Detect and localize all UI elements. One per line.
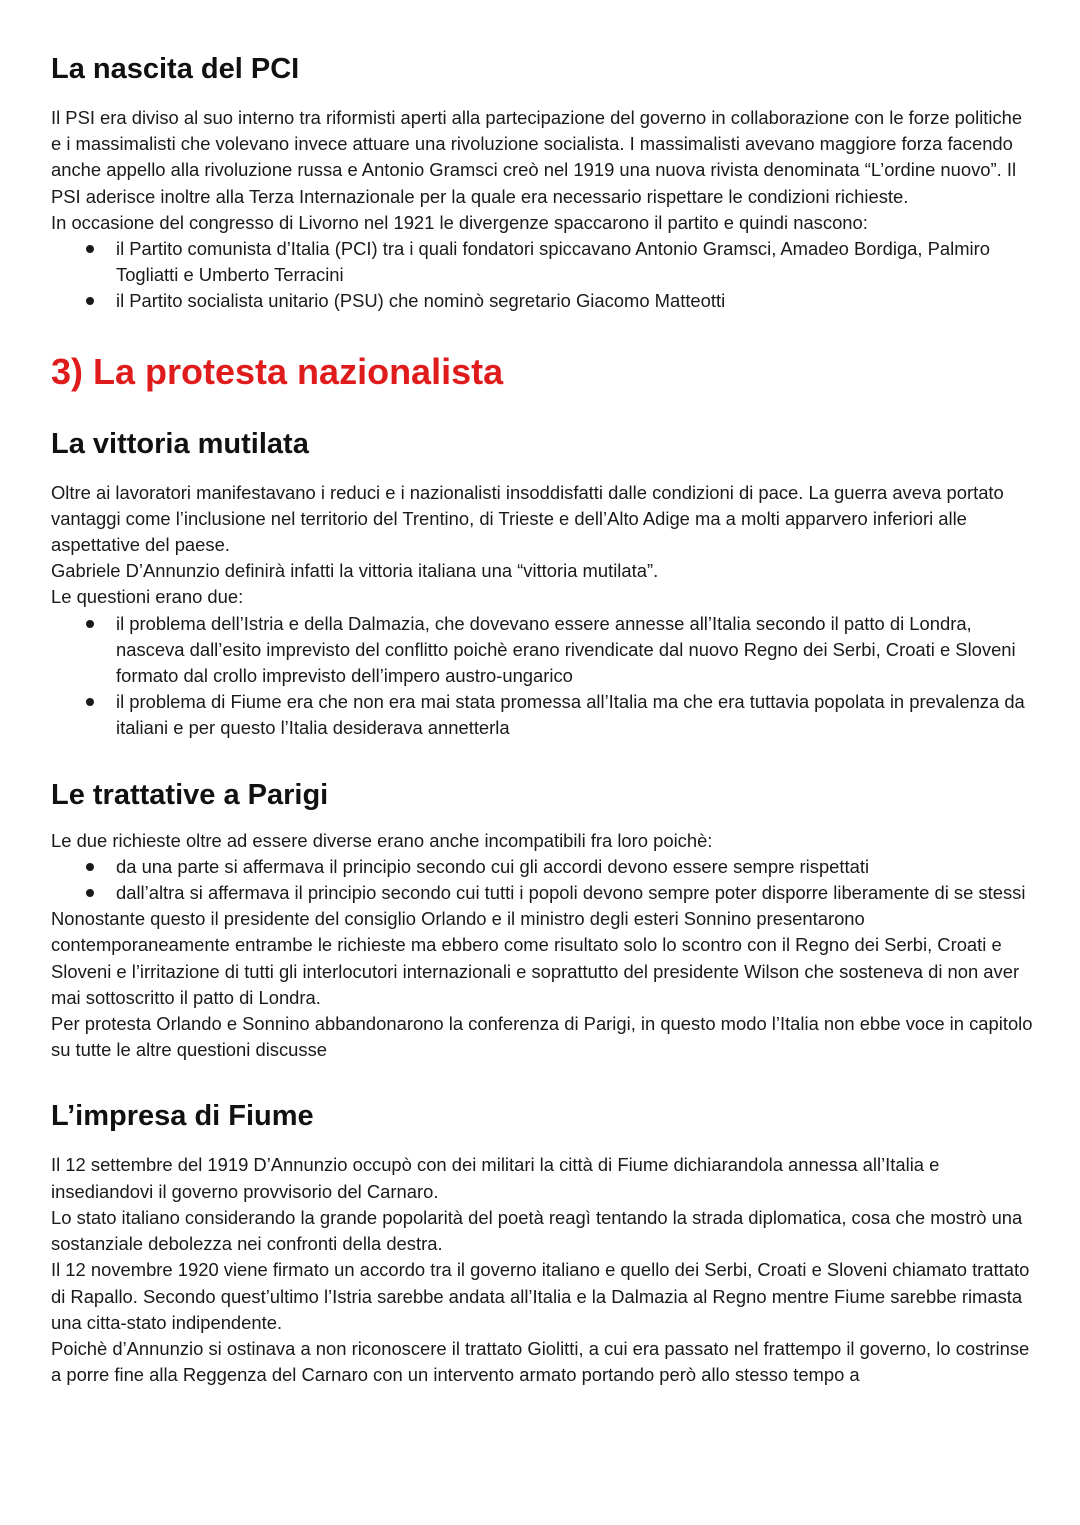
heading-impresa-fiume: L’impresa di Fiume	[51, 1100, 314, 1133]
bullet-list-parigi	[51, 854, 1036, 906]
list-item: il Partito comunista d’Italia (PCI) tra i quali fondatori spiccavano Antonio Gramsci, Amadeo Bordiga, Palmiro Togliatti e Umberto Terracini	[51, 236, 1036, 288]
paragraph-fiume-2: Lo stato italiano considerando la grande popolarità del poetà reagì tentando la strada diplomatica, cosa che mostrò una sostanziale debolezza nei confronti della destra.	[51, 1206, 1023, 1255]
paragraph-fiume-3: Il 12 novembre 1920 viene firmato un accordo tra il governo italiano e quello dei Serbi, Croati e Sloveni chiamato trattato di Rapallo. Secondo quest’ultimo l’Istria sarebbe andata all’Italia e la Dalmazia al Regno mentre Fiume sarebbe rimasta una citta-stato indipendente.	[51, 1259, 1030, 1333]
list-item: da una parte si affermava il principio secondo cui gli accordi devono essere sempre rispettati	[51, 854, 1036, 880]
bullet-icon	[86, 889, 94, 897]
paragraph-vittoria-1: Oltre ai lavoratori manifestavano i reduci e i nazionalisti insoddisfatti dalle condizioni di pace. La guerra aveva portato vantaggi come l’inclusione nel territorio del Trentino, di Trieste e dell’Alto Adige ma a molti apparvero inferiori alle aspettative del paese.	[51, 481, 1004, 556]
paragraph-pci-1: Il PSI era diviso al suo interno tra riformisti aperti alla partecipazione del governo in collaborazione con le forze politiche e i massimalisti che volevano invece attuare una rivoluzione socialista. I massimalisti avevano maggiore forza facendo anche appello alla rivoluzione russa e Antonio Gramsci creò nel 1919 una nuova rivista denominata “L’ordine nuovo”. Il PSI aderisce inoltre alla Terza Internazionale per la quale era necessario rispettare le condizioni richieste.	[51, 107, 1023, 207]
list-item: il Partito socialista unitario (PSU) che nominò segretario Giacomo Matteotti	[51, 288, 1036, 314]
bullet-list-pci	[51, 236, 1036, 315]
paragraph-parigi-1: Le due richieste oltre ad essere diverse erano anche incompatibili fra loro poichè:	[51, 829, 713, 851]
heading-nascita-pci: La nascita del PCI	[51, 53, 300, 85]
heading-vittoria-mutilata: La vittoria mutilata	[51, 427, 309, 460]
paragraph-fiume-4: Poichè d’Annunzio si ostinava a non riconoscere il trattato Giolitti, a cui era passato nel frattempo il governo, lo costrinse a porre fine alla Reggenza del Carnaro con un intervento armato portando però allo stesso tempo a	[51, 1337, 1030, 1386]
paragraph-parigi-2: Nonostante questo il presidente del consiglio Orlando e il ministro degli esteri Sonnino presentarono contemporaneamente entrambe le richieste ma ebbero come risultato solo lo scontro con il Regno dei Serbi, Croati e Sloveni e l’irritazione di tutti gli interlocutori internazionali e soprattutto del presidente Wilson che sosteneva di non aver mai sottoscritto il patto di Londra.	[51, 908, 1020, 1008]
bullet-icon	[86, 297, 94, 305]
bullet-list-vittoria	[51, 611, 1036, 742]
paragraph-vittoria-2: Gabriele D’Annunzio definirà infatti la vittoria italiana una “vittoria mutilata”.	[51, 560, 659, 582]
bullet-icon	[86, 863, 94, 871]
paragraph-parigi-3: Per protesta Orlando e Sonnino abbandonarono la conferenza di Parigi, in questo modo l’Italia non ebbe voce in capitolo su tutte le altre questioni discusse	[51, 1013, 1033, 1061]
heading-trattative-parigi: Le trattative a Parigi	[51, 778, 329, 811]
bullet-icon	[86, 245, 94, 253]
list-item: il problema dell’Istria e della Dalmazia, che dovevano essere annesse all’Italia secondo il patto di Londra, nasceva dall’esito imprevisto del conflitto poichè erano rivendicate dal nuovo Regno dei Serbi, Croati e Sloveni formato dal crollo imprevisto dell’impero austro-ungarico	[51, 611, 1036, 690]
paragraph-pci-2: In occasione del congresso di Livorno nel 1921 le divergenze spaccarono il partito e quindi nascono:	[51, 211, 868, 233]
paragraph-vittoria-3: Le questioni erano due:	[51, 586, 244, 608]
document-page	[51, 50, 1036, 1388]
bullet-icon	[86, 620, 94, 628]
chapter-title: 3) La protesta nazionalista	[51, 350, 504, 392]
paragraph-fiume-1: Il 12 settembre del 1919 D’Annunzio occupò con dei militari la città di Fiume dichiarandola annessa all’Italia e insediandovi il governo provvisorio del Carnaro.	[51, 1154, 940, 1202]
list-item: il problema di Fiume era che non era mai stata promessa all’Italia ma che era tuttavia popolata in prevalenza da italiani e per questo l’Italia desiderava annetterla	[51, 689, 1036, 741]
bullet-icon	[86, 698, 94, 706]
list-item: dall’altra si affermava il principio secondo cui tutti i popoli devono sempre poter disporre liberamente di se stessi	[51, 880, 1036, 906]
